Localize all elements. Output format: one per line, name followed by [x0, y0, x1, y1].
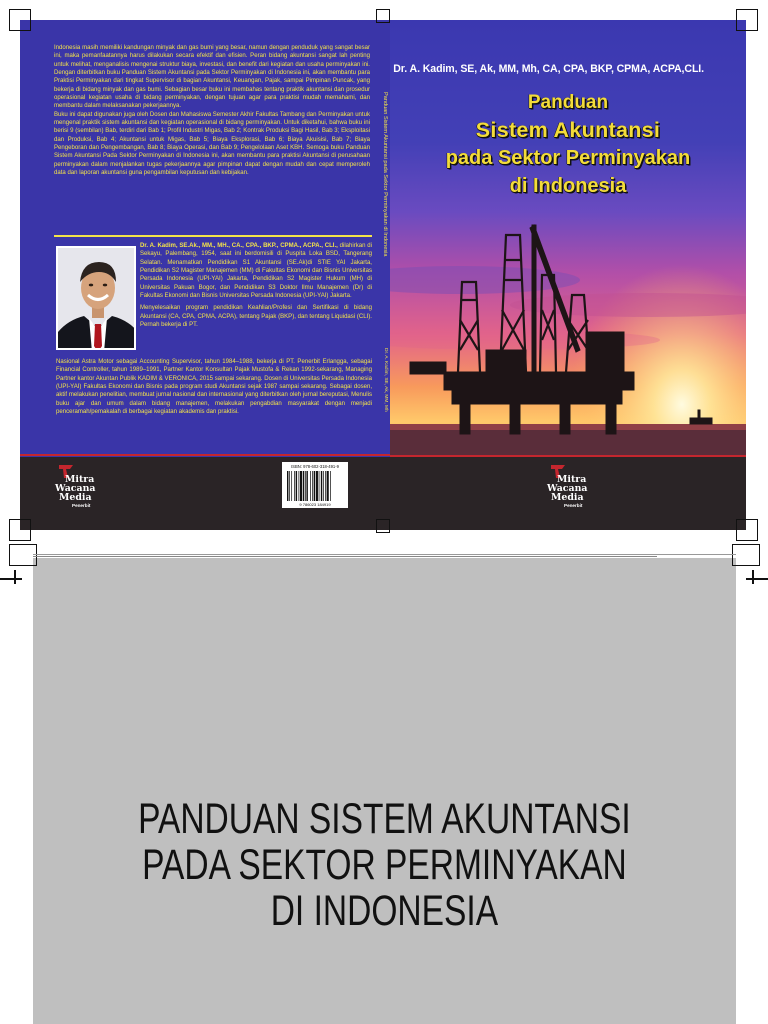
isbn-text: ISBN: 978-602-318-491-9 [291, 464, 339, 469]
barcode-bar [321, 471, 322, 501]
author-bio-text-2a: Menyelesaikan program pendidikan Keahlian/Profesi dan Sertifikasi di bidang Akuntansi (CA, CPA, CPMA, ACPA), tentang Pajak (BKP), dan tentang Liquidasi (CLI). Pernah bekerja di PT. [140, 305, 372, 329]
publisher-name-line3-front: Media [551, 492, 584, 504]
crop-line [0, 578, 22, 580]
barcode-bar [305, 471, 306, 501]
author-bio-name: Dr. A. Kadim, SE.Ak., MM., MH., CA., CPA., BKP., CPMA., ACPA., CLI., [140, 243, 338, 249]
crop-mark [736, 519, 758, 541]
blurb-paragraph-2: Buku ini dapat digunakan juga oleh Dosen dan Mahasiswa Semester Akhir Fakultas Tambang dan Perminyakan untuk mengenal praktik sistem akuntansi dan kegiatan operasional di bidang perminyakan. Untuk diketahui, bahwa buku ini berisi 9 (sembilan) Bab, terdiri dari Bab 1; Profil Industri Migas, Bab 2; Kontrak Produksi Bagi Hasil, Bab 3; Eksploitasi dan Produksi, Bab 4; Akuntansi untuk Migas, Bab 5; Biaya Eksplorasi, Bab 6; Biaya Akuisisi, Bab 7; Biaya Pengeboran dan Pengembangan, Bab 8; Biaya Operasi, dan Bab 9; Pengelolaan Aset KBH. Semoga buku Panduan Sistem Akuntansi Pada Sektor Perminyakan di Indonesia ini, akan membantu para praktisi Akuntansi di perusahaan perminyakan dalam menjalankan tugas pekerjaannya agar pimpinan dapat dengan mudah dan cepat memperoleh data dan laporan akuntansi guna pengambilan keputusan dan kebijakan. [54, 111, 370, 177]
blurb-paragraph-1: Indonesia masih memiliki kandungan minyak dan gas bumi yang besar, namun dengan penduduk yang sangat besar ini, maka pemanfaatannya harus dilakukan secara efektif dan efisien. Peran bidang akuntansi sangat lah penting untuk melihat, menganalisis mengenai struktur biaya, investasi, dan benefit dari kegiatan dan usaha perminyakan ini. Dengan diterbitkan buku Panduan Sistem Akuntansi pada Sektor Perminyakan di Indonesia ini, akan membantu para Praktisi Perminyakan dari tingkat Supervisor di bagian Akuntansi, Keuangan, Pajak, sampai Pimpinan Puncak, yang bekerja di bidang minyak dan gas bumi. Sebagian besar buku ini membahas tentang praktik akuntansi dan prosedur operasional kegiatan usaha di bidang perminyakan, dengan tujuan agar para praktisi mudah memahami, dan membantu dalam melaksanakan pekerjaannya. [54, 45, 370, 110]
publisher-name-line2: Wacana [55, 483, 96, 495]
title-page-line-3: DI INDONESIA [270, 887, 499, 935]
crop-mark [9, 519, 31, 541]
barcode-bar [296, 471, 297, 501]
barcode-bar [312, 471, 313, 501]
publisher-name-line1: Mitra [65, 474, 95, 485]
author-photo [56, 246, 136, 350]
front-title-line-1: Panduan [527, 92, 609, 113]
author-bio-text-1: dilahirkan di Sekayu, Palembang, 1954, saat ini berdomisili di Puspita Loka BSD, Tangerang Selatan. Menamatkan Pendidikan S1 Akuntansi (SE.Ak)di STIE YAI Jakarta, Pendidikan S2 Magister Manajemen (MM) di Fakultas Ekonomi dan Bisnis Universitas Persada Indonesia (UPI-YAI) Jakarta, Pendidikan S2 Magister Hukum (MH) di Universitas Pakuan Bogor, dan Pendidikan S3 Doktor Ilmu Manajemen (Dr) di Fakultas Ekonomi dan Bisnis Universitas Persada Indonesia (UPI-YAI) Jakarta. [140, 243, 372, 300]
spine-author: Dr. A. Kadim, SE, Ak, MM, Mh [383, 348, 388, 412]
crop-line [746, 578, 768, 580]
publisher-sub-label-front: Penerbit [564, 503, 583, 508]
front-cover-footer [390, 457, 746, 530]
footer-red-line [20, 454, 390, 456]
page-edge-line [33, 556, 657, 557]
crop-mark [376, 519, 390, 533]
isbn-barcode-box [282, 462, 348, 508]
barcode-bar [325, 471, 326, 501]
barcode-bar [330, 471, 331, 501]
front-title-line-3: pada Sektor Perminyakan [445, 147, 691, 169]
divider-line [54, 235, 372, 237]
barcode-bar [327, 471, 329, 501]
spine-title: Panduan Sistem Akuntansi pada Sektor Perminyakan di Indonesia [382, 92, 388, 257]
barcode-bar [294, 471, 295, 501]
barcode-bar [289, 471, 290, 501]
barcode-bar [319, 471, 320, 501]
back-cover-blurb [54, 44, 370, 178]
crop-mark [732, 544, 760, 566]
barcode-bar [291, 471, 292, 501]
crop-mark [9, 544, 37, 566]
front-title-line-2: Sistem Akuntansi [475, 118, 661, 142]
barcode-bar [306, 471, 307, 501]
title-page-line-1: PANDUAN SISTEM AKUNTANSI [138, 795, 631, 843]
crop-mark [9, 9, 31, 31]
title-page [33, 558, 736, 1024]
crop-mark [736, 9, 758, 31]
barcode-graphic [286, 471, 344, 503]
publisher-sub-label: Penerbit [72, 503, 91, 508]
author-portrait-image [58, 248, 136, 350]
publisher-name-line3: Media [59, 492, 92, 504]
barcode-bar [323, 471, 324, 501]
back-cover [20, 20, 390, 530]
author-bio-continued: Nasional Astra Motor sebagai Accounting Supervisor, tahun 1984–1988, bekerja di PT. Penerbit Erlangga, sebagai Financial Controller, tahun 1989–1991, Partner Kantor Konsultan Pajak Mustofa & Rekan 1992-sekarang, Managing Partner kantor Akuntan Publik KADIM & VERONICA, 2015 sampai sekarang. Dosen di Universitas Persada Indonesia (UPI-YAI) Fakultas Ekonomi dan Bisnis pada program studi Akuntansi sejak 1987 sampai sekarang. Sebagai dosen, aktif melakukan penelitian, membuat jurnal nasional dan internasional yang diterbitkan oleh jurnal bereputasi, Menulis buku ajar dan umum dalam bidang manajemen, melakukan pengabdian masyarakat dengan menjadi penceramah/pemakalah di berbagai kegiatan akademis dan praktisi. [56, 359, 372, 416]
barcode-digits: 9 786023 184919 [282, 502, 348, 507]
title-page-line-2: PADA SEKTOR PERMINYAKAN [142, 841, 627, 889]
author-bio [140, 242, 372, 329]
page-edge-line [33, 554, 736, 555]
back-cover-footer [20, 457, 390, 530]
crop-mark [376, 9, 390, 23]
barcode-bar [316, 471, 318, 501]
publisher-name-line1-front: Mitra [557, 474, 587, 485]
publisher-logo-back [54, 463, 114, 509]
oil-rig-sunset-image [390, 20, 746, 457]
front-title-line-4: di Indonesia [509, 175, 627, 197]
crop-line [752, 570, 754, 584]
front-cover-author: Dr. A. Kadim, SE, Ak, MM, Mh, CA, CPA, BKP, CPMA, ACPA,CLI. [393, 63, 704, 75]
front-cover [390, 20, 746, 530]
crop-line [14, 570, 16, 584]
barcode-bar [314, 471, 315, 501]
barcode-bar [303, 471, 304, 501]
barcode-bar [287, 471, 288, 501]
barcode-bar [310, 471, 311, 501]
publisher-logo-front [546, 463, 606, 509]
barcode-bar [300, 471, 302, 501]
barcode-bar [299, 471, 300, 501]
publisher-name-line2-front: Wacana [547, 483, 588, 495]
